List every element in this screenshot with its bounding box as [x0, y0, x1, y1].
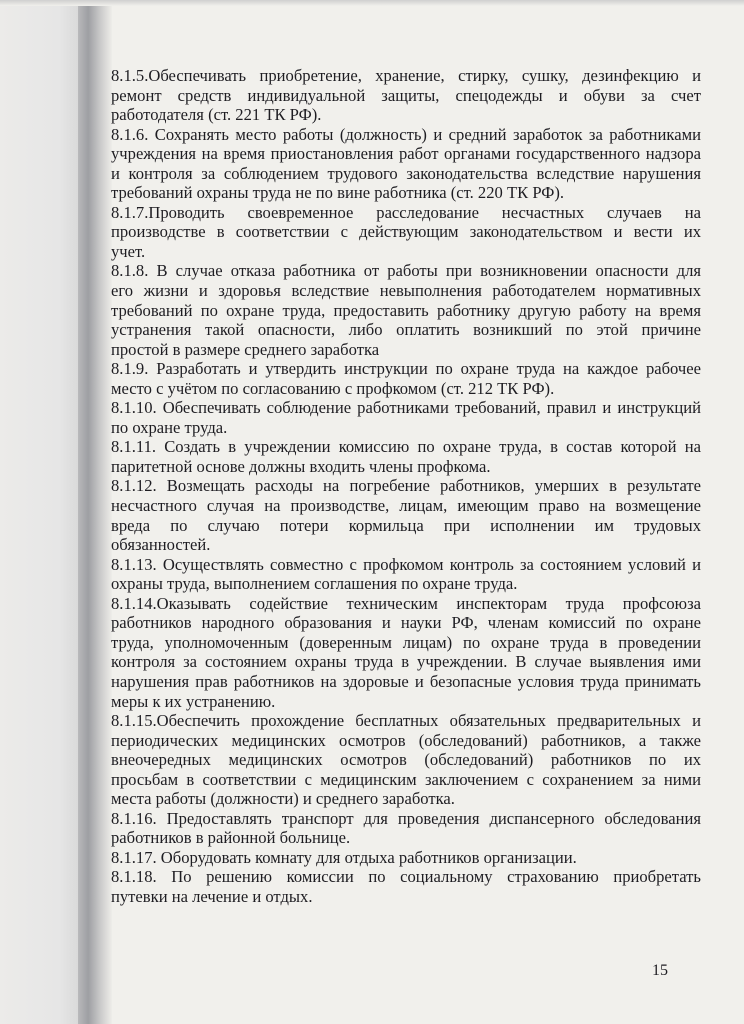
text-line: охраны труда, выполнением соглашения по охране труда. — [111, 574, 518, 594]
text-line: внеочередных медицинских осмотров (обследований) работников по их — [111, 750, 701, 770]
paragraph-1 — [111, 66, 701, 125]
paragraph-14 — [111, 867, 701, 906]
text-line: работодателя (ст. 221 ТК РФ). — [111, 105, 322, 125]
paragraph-6 — [111, 398, 701, 437]
text-line: нарушения прав работников на здоровые и безопасные условия труда принимать — [111, 671, 701, 691]
text-line: вреда по случаю потери кормильца при исполнении им трудовых — [111, 515, 701, 535]
paragraph-5 — [111, 359, 701, 398]
paragraph-2 — [111, 125, 701, 203]
text-line: 8.1.10. Обеспечивать соблюдение работниками требований, правил и инструкций — [111, 398, 701, 418]
text-line: 8.1.8. В случае отказа работника от работы при возникновении опасности для — [111, 261, 701, 281]
facing-page-edge — [0, 0, 84, 1024]
paragraph-13 — [111, 848, 701, 868]
paragraph-8 — [111, 476, 701, 554]
text-line: и контроля за соблюдением трудового законодательства вследствие нарушения — [111, 163, 701, 183]
text-line: его жизни и здоровья вследствие невыполнения работодателем нормативных — [111, 281, 701, 301]
paragraph-4 — [111, 261, 701, 359]
text-line: учреждения на время приостановления работ органами государственного надзора — [111, 144, 701, 164]
book-gutter-shadow — [78, 0, 112, 1024]
text-line: путевки на лечение и отдых. — [111, 886, 313, 906]
text-line: производстве в соответствии с действующим законодательством и вести их — [111, 222, 701, 242]
text-line: учет. — [111, 241, 146, 261]
text-line: 8.1.13. Осуществлять совместно с профкомом контроль за состоянием условий и — [111, 554, 701, 574]
page-number: 15 — [652, 962, 668, 979]
text-line: 8.1.16. Предоставлять транспорт для проведения диспансерного обследования — [111, 808, 701, 828]
text-line: контроля за состоянием охраны труда в учреждении. В случае выявления ими — [111, 652, 701, 672]
paragraph-11 — [111, 711, 701, 809]
text-line: требований по охране труда, предоставить работнику другую работу на время — [111, 300, 701, 320]
paragraph-9 — [111, 555, 701, 594]
text-line: места работы (должности) и среднего заработка. — [111, 789, 455, 809]
text-line: 8.1.11. Создать в учреждении комиссию по охране труда, в состав которой на — [111, 437, 701, 457]
text-line: требований охраны труда не по вине работника (ст. 220 ТК РФ). — [111, 183, 565, 203]
text-line: паритетной основе должны входить члены профкома. — [111, 456, 491, 476]
text-line: несчастного случая на производстве, лицам, имеющим право на возмещение — [111, 496, 701, 516]
text-line: 8.1.5.Обеспечивать приобретение, хранение, стирку, сушку, дезинфекцию и — [111, 66, 701, 85]
text-line: труда, уполномоченным (доверенным лицам) по охране труда в проведении — [111, 632, 701, 652]
text-line: устранения такой опасности, либо оплатить возникший по этой причине — [111, 320, 701, 340]
paragraph-12 — [111, 809, 701, 848]
paragraph-3 — [111, 203, 701, 262]
text-line: 8.1.7.Проводить своевременное расследование несчастных случаев на — [111, 202, 701, 222]
paragraph-10 — [111, 594, 701, 711]
document-body — [111, 66, 701, 907]
paragraph-7 — [111, 437, 701, 476]
text-line: меры к их устранению. — [111, 691, 276, 711]
text-line: простой в размере среднего заработка — [111, 339, 380, 359]
scan-top-edge — [0, 0, 744, 6]
text-line: место с учётом по согласованию с профкомом (ст. 212 ТК РФ). — [111, 378, 555, 398]
text-line: 8.1.17. Оборудовать комнату для отдыха работников организации. — [111, 847, 577, 867]
text-line: 8.1.14.Оказывать содействие техническим инспекторам труда профсоюза — [111, 593, 701, 613]
text-line: 8.1.12. Возмещать расходы на погребение работников, умерших в результате — [111, 476, 701, 496]
text-line: ремонт средств индивидуальной защиты, спецодежды и обуви за счет — [111, 85, 701, 105]
text-line: работников народного образования и науки РФ, членам комиссий по охране — [111, 613, 701, 633]
text-line: обязанностей. — [111, 535, 211, 555]
text-line: 8.1.9. Разработать и утвердить инструкции по охране труда на каждое рабочее — [111, 359, 701, 379]
text-line: периодических медицинских осмотров (обследований) работников, а также — [111, 730, 701, 750]
text-line: по охране труда. — [111, 417, 228, 437]
text-line: работников в районной больнице. — [111, 828, 351, 848]
text-line: 8.1.6. Сохранять место работы (должность) и средний заработок за работниками — [111, 124, 701, 144]
text-line: 8.1.15.Обеспечить прохождение бесплатных обязательных предварительных и — [111, 711, 701, 731]
text-line: 8.1.18. По решению комиссии по социальному страхованию приобретать — [111, 867, 701, 887]
text-line: просьбам в соответствии с медицинским заключением с сохранением за ними — [111, 769, 701, 789]
